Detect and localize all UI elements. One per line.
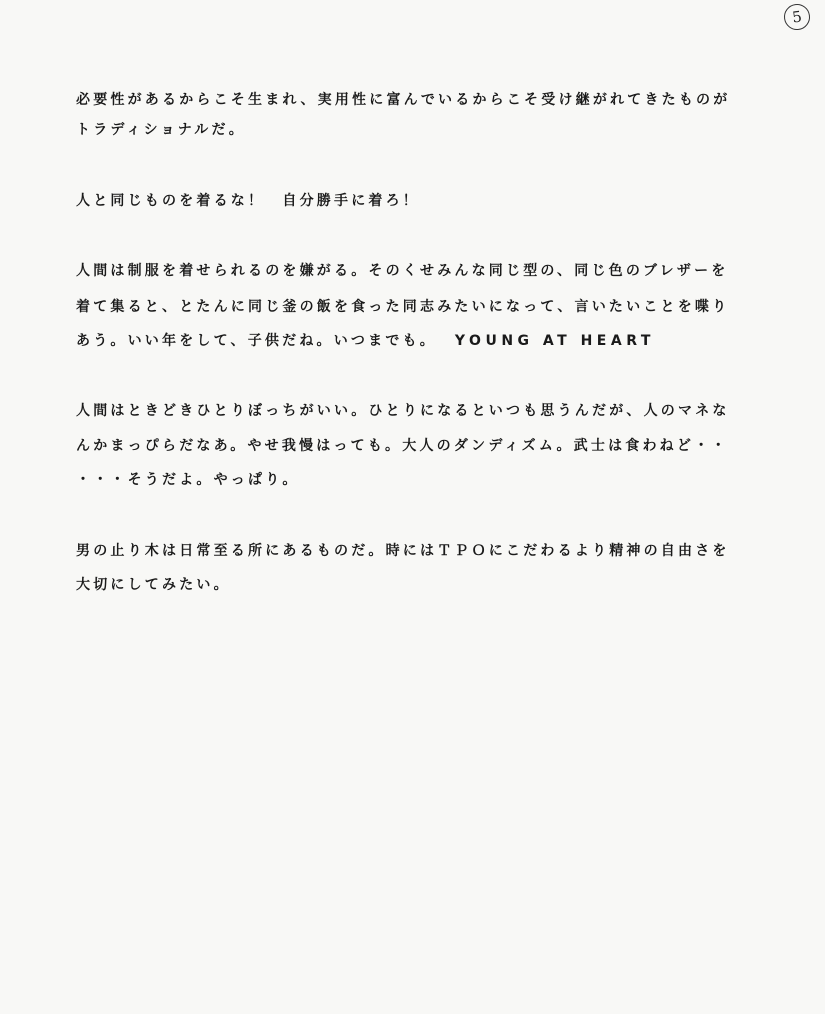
paragraph-4-line-1: 人間はときどきひとりぼっちがいい。ひとりになるといつも思うんだが、人のマネな — [76, 403, 730, 419]
paragraph-5-line-2: 大切にしてみたい。 — [76, 577, 231, 593]
paragraph-4-line-2: んかまっぴらだなあ。やせ我慢はっても。大人のダンディズム。武士は食わねど・・ — [76, 438, 729, 454]
paragraph-5-line-1: 男の止り木は日常至る所にあるものだ。時にはＴＰＯにこだわるより精神の自由さを — [76, 543, 730, 559]
paragraph-3-line-3-text: あう。いい年をして、子供だね。いつまでも。 — [76, 333, 437, 349]
paragraph-1-line-1: 必要性があるからこそ生まれ、実用性に富んでいるからこそ受け継がれてきたものが — [76, 92, 731, 108]
paragraph-2-line-1: 人と同じものを着るな！ 自分勝手に着ろ！ — [76, 193, 420, 209]
page-number: 5 — [782, 2, 811, 31]
paragraph-4-line-3: ・・・そうだよ。やっぱり。 — [76, 472, 300, 488]
paragraph-1-line-2: トラディショナルだ。 — [76, 122, 246, 138]
paragraph-3-line-2: 着て集ると、とたんに同じ釜の飯を食った同志みたいになって、言いたいことを喋り — [76, 299, 730, 315]
young-at-heart-text: YOUNG AT HEART — [454, 333, 655, 349]
paragraph-3-line-3 — [76, 331, 655, 351]
paragraph-3-line-1: 人間は制服を着せられるのを嫌がる。そのくせみんな同じ型の、同じ色のブレザーを — [76, 263, 729, 279]
